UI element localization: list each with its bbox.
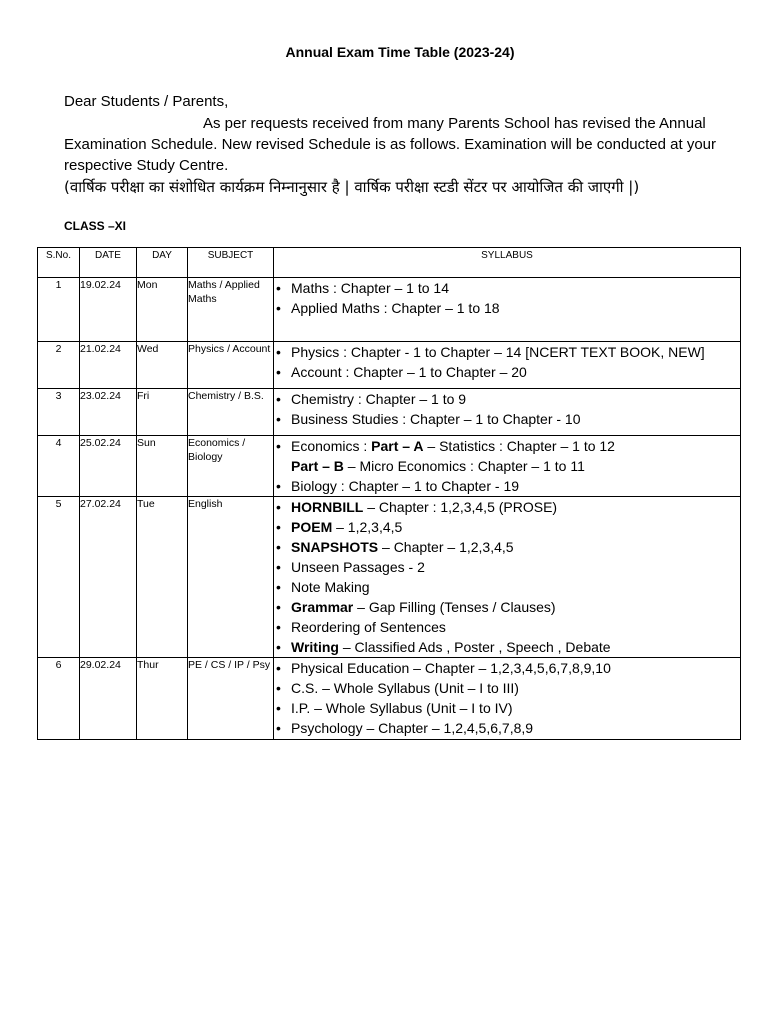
- page-title: Annual Exam Time Table (2023-24): [285, 44, 515, 60]
- cell-subject: Physics / Account: [188, 342, 274, 389]
- syllabus-list: [274, 497, 740, 657]
- syllabus-item: [274, 617, 740, 637]
- cell-day: Sun: [137, 436, 188, 497]
- syllabus-item: [274, 409, 740, 429]
- cell-subject: Economics / Biology: [188, 436, 274, 497]
- bullet-icon: •: [276, 720, 281, 736]
- syllabus-text: C.S. – Whole Syllabus (Unit – I to III): [291, 680, 519, 696]
- syllabus-text: – Classified Ads , Poster , Speech , Debate: [338, 639, 611, 655]
- syllabus-item: [274, 278, 740, 298]
- hindi-note: (वार्षिक परीक्षा का संशोधित कार्यक्रम निम्नानुसार है | वार्षिक परीक्षा स्टडी सेंटर पर आयोजित की जाएगी |): [64, 178, 640, 196]
- syllabus-item: [274, 718, 740, 738]
- cell-date: 21.02.24: [80, 342, 137, 389]
- syllabus-text: Chemistry : Chapter – 1 to 9: [291, 391, 467, 407]
- bullet-icon: •: [276, 391, 281, 407]
- bullet-icon: •: [276, 599, 281, 615]
- cell-date: 19.02.24: [80, 278, 137, 342]
- syllabus-item: [274, 497, 740, 517]
- syllabus-item: [274, 389, 740, 409]
- cell-subject: PE / CS / IP / Psy: [188, 658, 274, 740]
- bullet-icon: •: [276, 680, 281, 696]
- table-row: [38, 389, 741, 436]
- bullet-icon: •: [276, 639, 281, 655]
- bullet-icon: •: [276, 280, 281, 296]
- cell-date: 29.02.24: [80, 658, 137, 740]
- cell-day: Tue: [137, 497, 188, 658]
- class-label: CLASS –XI: [64, 219, 127, 233]
- syllabus-text: Applied Maths : Chapter – 1 to 18: [291, 300, 500, 316]
- table-row: [38, 497, 741, 658]
- syllabus-list: [274, 278, 740, 318]
- bullet-icon: •: [276, 619, 281, 635]
- cell-day: Mon: [137, 278, 188, 342]
- syllabus-keyword: Writing: [291, 639, 339, 655]
- header-subject: SUBJECT: [188, 248, 274, 278]
- cell-date: 23.02.24: [80, 389, 137, 436]
- syllabus-text: Account : Chapter – 1 to Chapter – 20: [291, 364, 527, 380]
- exam-timetable: [37, 247, 741, 740]
- cell-syllabus: [274, 389, 741, 436]
- syllabus-item: [274, 436, 740, 456]
- syllabus-keyword: POEM: [291, 519, 333, 535]
- bullet-icon: •: [276, 539, 281, 555]
- table-header-row: [38, 248, 741, 278]
- syllabus-prefix: Economics :: [291, 438, 372, 454]
- cell-day: Fri: [137, 389, 188, 436]
- syllabus-text: Biology : Chapter – 1 to Chapter - 19: [291, 478, 520, 494]
- syllabus-text: Maths : Chapter – 1 to 14: [291, 280, 449, 296]
- syllabus-item: [274, 517, 740, 537]
- cell-subject: Chemistry / B.S.: [188, 389, 274, 436]
- syllabus-text: I.P. – Whole Syllabus (Unit – I to IV): [291, 700, 513, 716]
- table-row: [38, 342, 741, 389]
- syllabus-item: [274, 637, 740, 657]
- cell-syllabus: [274, 278, 741, 342]
- bullet-icon: •: [276, 300, 281, 316]
- syllabus-text: – Gap Filling (Tenses / Clauses): [353, 599, 556, 615]
- syllabus-list: [274, 658, 740, 738]
- cell-date: 27.02.24: [80, 497, 137, 658]
- syllabus-item: [274, 597, 740, 617]
- cell-sno: 5: [38, 497, 80, 658]
- cell-day: Wed: [137, 342, 188, 389]
- syllabus-keyword: Part – B: [291, 458, 344, 474]
- intro-paragraph: As per requests received from many Parents School has revised the Annual Examination Schedule. New revised Schedule is as follows. Examination will be conducted at your respective Study Centre.: [64, 115, 717, 174]
- syllabus-text: Reordering of Sentences: [291, 619, 446, 635]
- bullet-icon: •: [276, 478, 281, 494]
- cell-sno: 6: [38, 658, 80, 740]
- syllabus-list: [274, 436, 740, 496]
- syllabus-item: [274, 342, 740, 362]
- syllabus-text: Psychology – Chapter – 1,2,4,5,6,7,8,9: [291, 720, 534, 736]
- syllabus-text: – Chapter – 1,2,3,4,5: [378, 539, 514, 555]
- header-sno: S.No.: [38, 248, 80, 278]
- table-row: [38, 436, 741, 497]
- syllabus-text: Physics : Chapter - 1 to Chapter – 14 [NCERT TEXT BOOK, NEW]: [291, 344, 705, 360]
- bullet-icon: •: [276, 499, 281, 515]
- syllabus-item: [274, 557, 740, 577]
- syllabus-item: [274, 658, 740, 678]
- syllabus-text: Physical Education – Chapter – 1,2,3,4,5,6,7,8,9,10: [291, 660, 611, 676]
- syllabus-text: Business Studies : Chapter – 1 to Chapter - 10: [291, 411, 581, 427]
- salutation: Dear Students / Parents,: [64, 93, 229, 110]
- bullet-icon: •: [276, 364, 281, 380]
- bullet-icon: •: [276, 660, 281, 676]
- syllabus-item: [274, 698, 740, 718]
- cell-subject: Maths / Applied Maths: [188, 278, 274, 342]
- syllabus-text: – Micro Economics : Chapter – 1 to 11: [343, 458, 585, 474]
- cell-syllabus: [274, 436, 741, 497]
- bullet-icon: •: [276, 700, 281, 716]
- cell-syllabus: [274, 497, 741, 658]
- bullet-icon: •: [276, 519, 281, 535]
- bullet-icon: •: [276, 411, 281, 427]
- syllabus-item: [274, 678, 740, 698]
- syllabus-list: [274, 342, 740, 382]
- syllabus-text: – 1,2,3,4,5: [332, 519, 403, 535]
- syllabus-list: [274, 389, 740, 429]
- cell-sno: 2: [38, 342, 80, 389]
- bullet-icon: •: [276, 579, 281, 595]
- bullet-icon: •: [276, 438, 281, 454]
- header-date: DATE: [80, 248, 137, 278]
- syllabus-item: [274, 577, 740, 597]
- bullet-icon: •: [276, 344, 281, 360]
- syllabus-item: [274, 456, 740, 476]
- cell-sno: 1: [38, 278, 80, 342]
- cell-sno: 4: [38, 436, 80, 497]
- bullet-icon: •: [276, 559, 281, 575]
- table-body: [38, 278, 741, 740]
- syllabus-text: Note Making: [291, 579, 370, 595]
- table-row: [38, 278, 741, 342]
- cell-syllabus: [274, 658, 741, 740]
- syllabus-item: [274, 362, 740, 382]
- syllabus-keyword: Part – A: [371, 438, 424, 454]
- syllabus-text: – Statistics : Chapter – 1 to 12: [423, 438, 615, 454]
- cell-subject: English: [188, 497, 274, 658]
- cell-syllabus: [274, 342, 741, 389]
- syllabus-keyword: HORNBILL: [291, 499, 364, 515]
- syllabus-keyword: SNAPSHOTS: [291, 539, 379, 555]
- syllabus-text: – Chapter : 1,2,3,4,5 (PROSE): [363, 499, 558, 515]
- syllabus-text: Unseen Passages - 2: [291, 559, 425, 575]
- header-day: DAY: [137, 248, 188, 278]
- cell-sno: 3: [38, 389, 80, 436]
- syllabus-item: [274, 298, 740, 318]
- syllabus-item: [274, 537, 740, 557]
- table-row: [38, 658, 741, 740]
- syllabus-item: [274, 476, 740, 496]
- cell-day: Thur: [137, 658, 188, 740]
- header-syllabus: SYLLABUS: [274, 248, 741, 278]
- cell-date: 25.02.24: [80, 436, 137, 497]
- syllabus-keyword: Grammar: [291, 599, 354, 615]
